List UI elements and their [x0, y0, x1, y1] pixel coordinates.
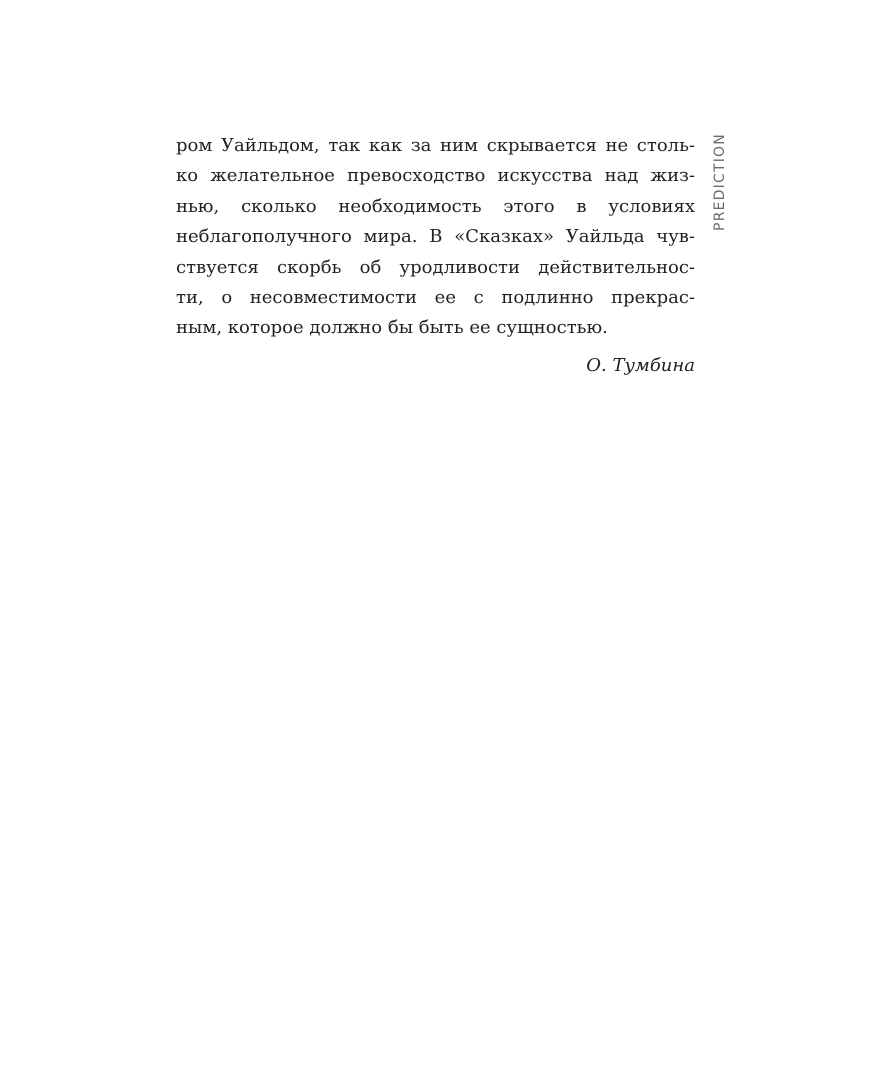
text-line: неблагополучного мира. В «Сказках» Уайльда чув-: [176, 226, 695, 248]
text-line: ти, о несовместимости ее с подлинно прекрас-: [176, 286, 695, 308]
text-line: ко желательное превосходство искусства над жиз-: [176, 165, 695, 187]
author-signature: О. Тумбина: [586, 355, 695, 376]
text-line: ствуется скорбь об уродливости действительнос-: [176, 256, 695, 278]
text-line: ром Уайльдом, так как за ним скрывается не столь-: [176, 135, 695, 156]
side-label-text: PREDICTION: [712, 133, 728, 231]
paragraph: [176, 131, 695, 344]
text-line: ным, которое должно бы быть ее сущностью.: [176, 317, 608, 339]
text-line: нью, сколько необходимость этого в условиях: [176, 195, 695, 217]
running-head-vertical: [710, 131, 730, 233]
